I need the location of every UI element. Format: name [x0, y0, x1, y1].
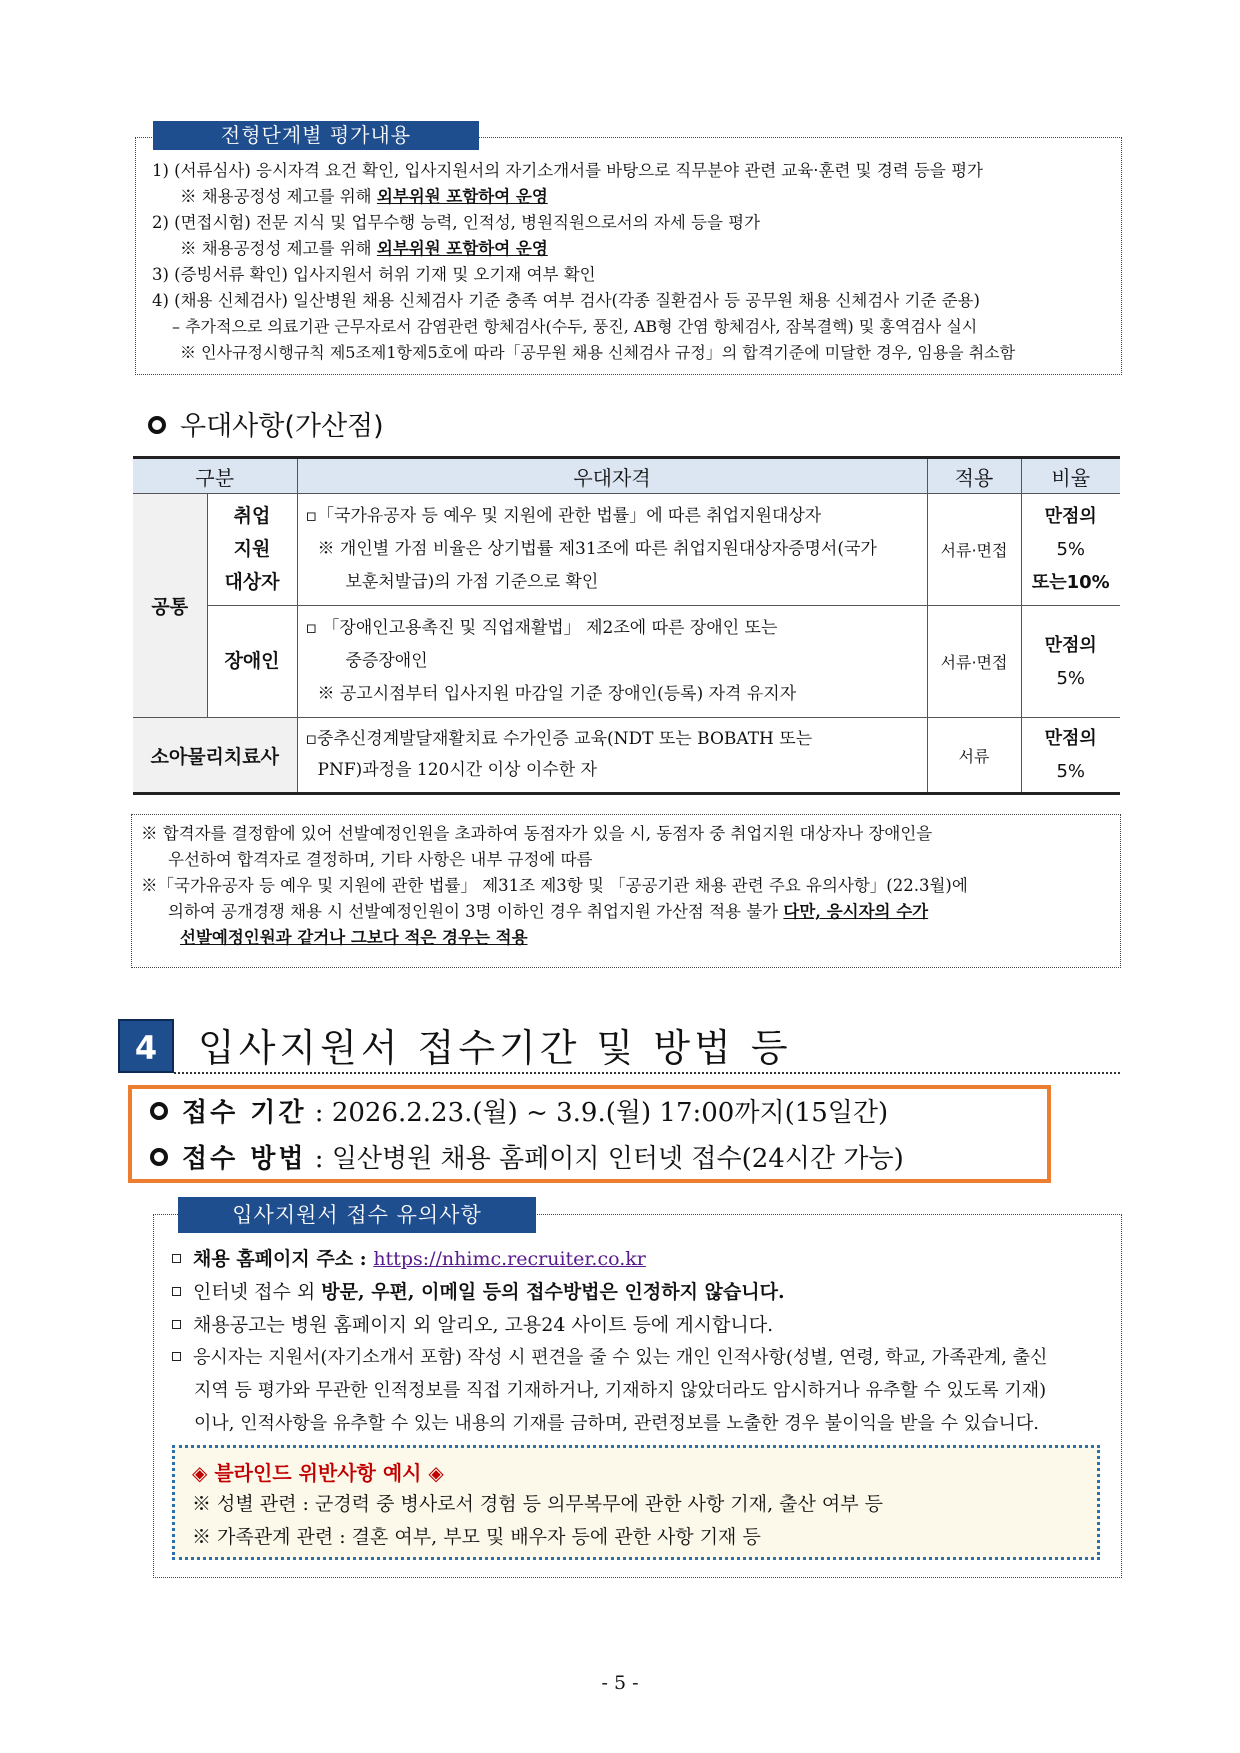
application-method: 접수 방법 : 일산병원 채용 홈페이지 인터넷 접수(24시간 가능)	[150, 1141, 904, 1177]
header-ratio: 비율	[1021, 458, 1120, 494]
qualification-cell: ▫ 「장애인고용촉진 및 직업재활법」 제2조에 따른 장애인 또는 중증장애인 ※ 공고시점부터 입사지원 마감일 기준 장애인(등록) 자격 유지자	[297, 606, 927, 718]
eval-item-4: 4) (채용 신체검사) 일산병원 채용 신체검사 기준 충족 여부 검사(각종 질환검사 등 공무원 채용 신체검사 기준 준용)	[152, 291, 980, 310]
note-line: ※「국가유공자 등 예우 및 지원에 관한 법률」 제31조 제3항 및 「공공기관 채용 관련 주요 유의사항」(22.3월)에	[141, 876, 968, 895]
apply-cell: 서류·면접	[927, 606, 1021, 718]
qualification-cell: ▫중추신경계발달재활치료 수가인증 교육(NDT 또는 BOBATH 또는 PNF)과정을 120시간 이상 이수한 자	[297, 718, 927, 794]
square-bullet-icon	[172, 1287, 181, 1296]
section-rule	[174, 1072, 1120, 1074]
subcategory-employment: 취업 지원 대상자	[207, 494, 297, 606]
recruit-homepage-link[interactable]: https://nhimc.recruiter.co.kr	[373, 1248, 646, 1270]
square-bullet-icon	[172, 1254, 181, 1263]
table-row	[133, 718, 1120, 794]
section-title: 입사지원서 접수기간 및 방법 등	[198, 1026, 792, 1070]
apply-cell: 서류	[927, 718, 1021, 794]
apply-cell: 서류·면접	[927, 494, 1021, 606]
page-number: - 5 -	[601, 1672, 639, 1694]
eval-item-2: 2) (면접시험) 전문 지식 및 업무수행 능력, 인적성, 병원직원으로서의 자세 등을 평가	[152, 213, 761, 232]
blind-example: ※ 가족관계 관련 : 결혼 여부, 부모 및 배우자 등에 관한 사항 기재 등	[192, 1526, 761, 1548]
blind-example: ※ 성별 관련 : 군경력 중 병사로서 경험 등 의무복무에 관한 사항 기재, 출산 여부 등	[192, 1493, 884, 1515]
category-common: 공통	[133, 494, 207, 718]
eval-item-4-dash: – 추가적으로 의료기관 근무자로서 감염관련 항체검사(수두, 풍진, AB형 간염 항체검사, 잠복결핵) 및 홍역검사 실시	[172, 317, 978, 336]
header-category: 구분	[133, 458, 297, 494]
table-header-row	[133, 458, 1120, 494]
qualification-cell: ▫「국가유공자 등 예우 및 지원에 관한 법률」에 따른 취업지원대상자 ※ 개인별 가점 비율은 상기법률 제31조에 따른 취업지원대상자증명서(국가 보훈처발급)의 가점 기준으로 확인	[297, 494, 927, 606]
circle-bullet-icon	[150, 1102, 168, 1120]
note-line: ※ 합격자를 결정함에 있어 선발예정인원을 초과하여 동점자가 있을 시, 동점자 중 취업지원 대상자나 장애인을	[141, 824, 933, 843]
eval-item-1: 1) (서류심사) 응시자격 요건 확인, 입사지원서의 자기소개서를 바탕으로 직무분야 관련 교육·훈련 및 경력 등을 평가	[152, 161, 983, 180]
note-internet-only: 인터넷 접수 외 방문, 우편, 이메일 등의 접수방법은 인정하지 않습니다.	[172, 1278, 785, 1306]
note-line: 우선하여 합격자로 결정하며, 기타 사항은 내부 규정에 따름	[168, 850, 593, 869]
preference-table	[133, 456, 1120, 795]
square-bullet-icon	[172, 1352, 181, 1361]
table-row	[133, 494, 1120, 606]
eval-item-1-note: ※ 채용공정성 제고를 위해 외부위원 포함하여 운영	[180, 187, 548, 206]
section-number: 4	[118, 1019, 174, 1073]
note-personal-info: 응시자는 지원서(자기소개서 포함) 작성 시 편견을 줄 수 있는 개인 인적사항(성별, 연령, 학교, 가족관계, 출신	[172, 1344, 1047, 1372]
note-posting: 채용공고는 병원 홈페이지 외 알리오, 고용24 사이트 등에 게시합니다.	[172, 1311, 773, 1339]
note-line: 의하여 공개경쟁 채용 시 선발예정인원이 3명 이하인 경우 취업지원 가산점 적용 불가 다만, 응시자의 수가	[168, 902, 929, 921]
note-url: 채용 홈페이지 주소 : https://nhimc.recruiter.co.kr	[172, 1245, 646, 1273]
blind-violation-title: ◈ 블라인드 위반사항 예시 ◈	[192, 1461, 444, 1485]
eval-item-2-note: ※ 채용공정성 제고를 위해 외부위원 포함하여 운영	[180, 239, 548, 258]
header-qualification: 우대자격	[297, 458, 927, 494]
subcategory-disabled: 장애인	[207, 606, 297, 718]
note-line: 선발예정인원과 같거나 그보다 적은 경우는 적용	[180, 928, 528, 947]
square-bullet-icon	[172, 1320, 181, 1329]
application-notes-title: 입사지원서 접수 유의사항	[178, 1197, 536, 1233]
ratio-cell: 만점의 5%	[1021, 606, 1120, 718]
table-row	[133, 606, 1120, 718]
preference-heading: 우대사항(가산점)	[148, 404, 384, 443]
note-personal-info-cont: 이나, 인적사항을 유추할 수 있는 내용의 기재를 금하며, 관련정보를 노출한 경우 불이익을 받을 수 있습니다.	[194, 1413, 1039, 1434]
circle-bullet-icon	[150, 1148, 168, 1166]
circle-bullet-icon	[148, 416, 166, 434]
ratio-cell: 만점의 5%	[1021, 718, 1120, 794]
note-personal-info-cont: 지역 등 평가와 무관한 인적정보를 직접 기재하거나, 기재하지 않았더라도 암시하거나 유추할 수 있도록 기재)	[194, 1380, 1047, 1401]
category-pediatric-pt: 소아물리치료사	[133, 718, 297, 794]
header-apply: 적용	[927, 458, 1021, 494]
ratio-cell: 만점의 5% 또는10%	[1021, 494, 1120, 606]
application-period: 접수 기간 : 2026.2.23.(월) ~ 3.9.(월) 17:00까지(15일간)	[150, 1095, 888, 1131]
evaluation-title: 전형단계별 평가내용	[153, 121, 479, 150]
eval-item-3: 3) (증빙서류 확인) 입사지원서 허위 기재 및 오기재 여부 확인	[152, 265, 596, 284]
eval-item-4-note: ※ 인사규정시행규칙 제5조제1항제5호에 따라「공무원 채용 신체검사 규정」의 합격기준에 미달한 경우, 임용을 취소함	[180, 343, 1016, 362]
